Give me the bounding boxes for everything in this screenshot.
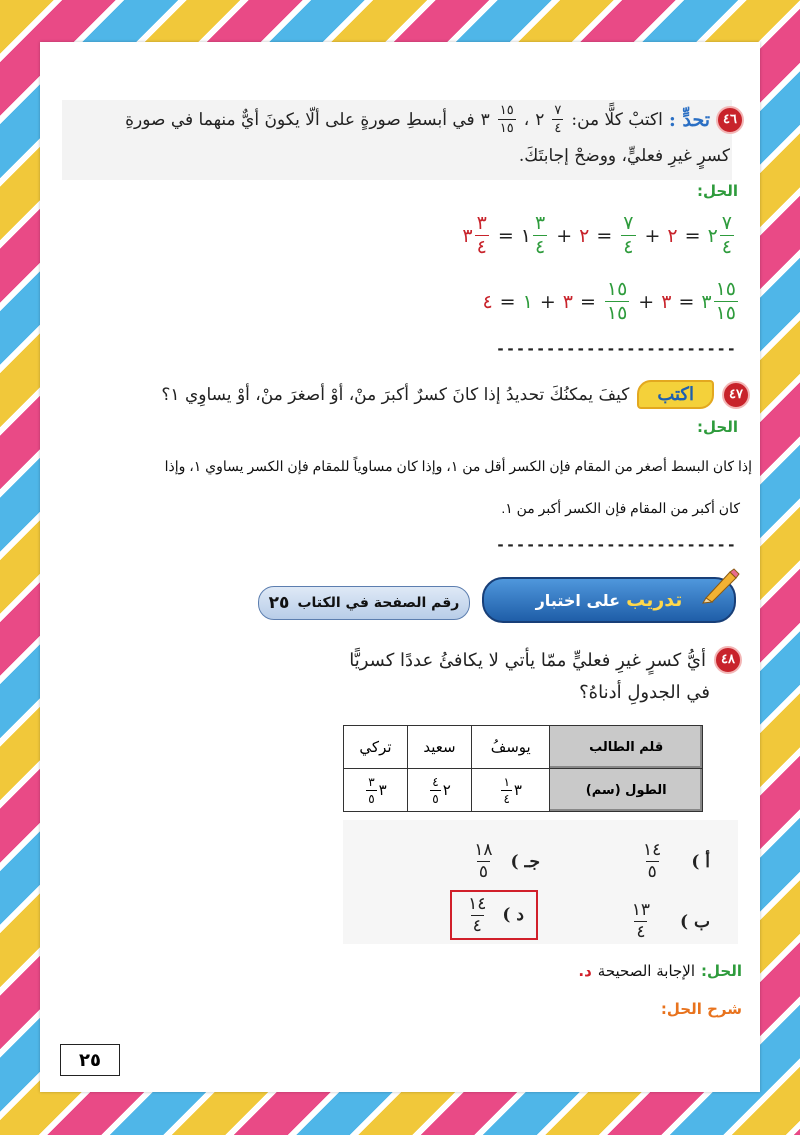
page-number: ٢٥ (79, 1049, 101, 1071)
table-row (344, 726, 703, 769)
choice-a[interactable]: أ ) $\frac{١٤}{٥}$ (643, 840, 710, 882)
banner-word2: على اختبار (535, 590, 621, 610)
question-number-badge: ٤٨ (714, 646, 742, 674)
test-practice-banner (482, 577, 736, 623)
question-47 (161, 380, 750, 409)
answer-47-line1: إذا كان البسط أصغر من المقام فإن الكسر أقل من ١، وإذا كان مساوياً للمقام فإن الكسر يساوي ١، وإذا (164, 458, 752, 474)
table-header-label: قلم الطالب (550, 726, 703, 769)
question-48 (349, 646, 742, 674)
choice-b[interactable]: ب ) $\frac{١٣}{٤}$ (631, 900, 710, 942)
question-46-tail: في أبسطِ صورةٍ على ألّا يكونَ أيٌّ منهما في صورةِ (125, 109, 475, 130)
fraction-mixed-1: $\frac{٧}{٤}$ (554, 103, 562, 136)
question-46-line1: ٤٦ تحدٍّ : اكتبْ كلًّا من: $\frac{٧}{٤}$ ٢ ، $\frac{١٥}{١٥}$ ٣ في أبسطِ صورةٍ على ألّا يكونَ أيٌّ منهما في صورةِ (64, 104, 744, 135)
challenge-label: تحدٍّ : (668, 108, 710, 131)
question-46-line2: كسرٍ غيرِ فعليٍّ، ووضحْ إجابتَكَ. (518, 146, 730, 166)
solution-answer: د. (578, 962, 592, 980)
equation-1: $\frac{٧}{٤}$ ٢ = ٢ + $\frac{٧}{٤}$ = ٢ + $\frac{٣}{٤}$ ١ = $\frac{٣}{٤}$ ٣ (462, 212, 732, 258)
table-cell: سعيد (407, 726, 471, 769)
choice-d-correct[interactable]: د ) $\frac{١٤}{٤}$ (450, 890, 538, 940)
question-47-text: كيفَ يمكنُكَ تحديدُ إذا كانَ كسرٌ أكبرَ منْ، أوْ أصغرَ منْ، أوْ يساوِي ١؟ (161, 384, 630, 405)
separator-1: ------------------------ (496, 340, 737, 358)
question-number-badge: ٤٦ (716, 106, 744, 134)
solution-label: الحل: (697, 418, 738, 436)
question-46-lead: اكتبْ كلًّا من: (571, 109, 663, 130)
page-number-box (60, 1044, 120, 1076)
page-reference-number: ٢٥ (268, 593, 290, 613)
table-cell: ٣ $\frac{١}{٤}$ (472, 769, 550, 812)
solution-text: الإجابة الصحيحة (597, 962, 696, 980)
table-cell: ٣ $\frac{٣}{٥}$ (344, 769, 408, 812)
question-48-line2: في الجدولِ أدناهُ؟ (579, 682, 710, 703)
pencil-icon (700, 568, 740, 608)
banner-word1: تدريب (626, 589, 683, 611)
write-label: اكتب (637, 380, 714, 409)
table-cell: ٢ $\frac{٤}{٥}$ (407, 769, 471, 812)
answer-47-line2: كان أكبر من المقام فإن الكسر أكبر من ١. (501, 500, 740, 516)
page-reference-pill (258, 586, 470, 620)
separator-2: ------------------------ (496, 536, 737, 554)
fraction-mixed-2: $\frac{١٥}{١٥}$ (499, 103, 514, 136)
page-reference-text: رقم الصفحة في الكتاب (297, 595, 460, 611)
explanation-label: شرح الحل: (660, 1000, 742, 1018)
table-cell: يوسفُ (472, 726, 550, 769)
equation-2: $\frac{١٥}{١٥}$ ٣ = ٣ + $\frac{١٥}{١٥}$ = ٣ + ١ = ٤ (482, 278, 736, 324)
choice-c[interactable]: جـ ) $\frac{١٨}{٥}$ (474, 840, 540, 882)
question-48-line1: أيُّ كسرٍ غيرِ فعليٍّ ممّا يأتي لا يكافئُ عددًا كسريًّا (349, 649, 706, 671)
solution-48 (578, 962, 742, 980)
solution-label: الحل: (697, 182, 738, 200)
student-pencil-table (343, 725, 703, 812)
table-row (344, 769, 703, 812)
solution-label: الحل: (701, 962, 742, 980)
table-cell: تركي (344, 726, 408, 769)
question-number-badge: ٤٧ (722, 381, 750, 409)
table-row-label: الطول (سم) (550, 769, 703, 812)
worksheet-page (40, 42, 760, 1092)
